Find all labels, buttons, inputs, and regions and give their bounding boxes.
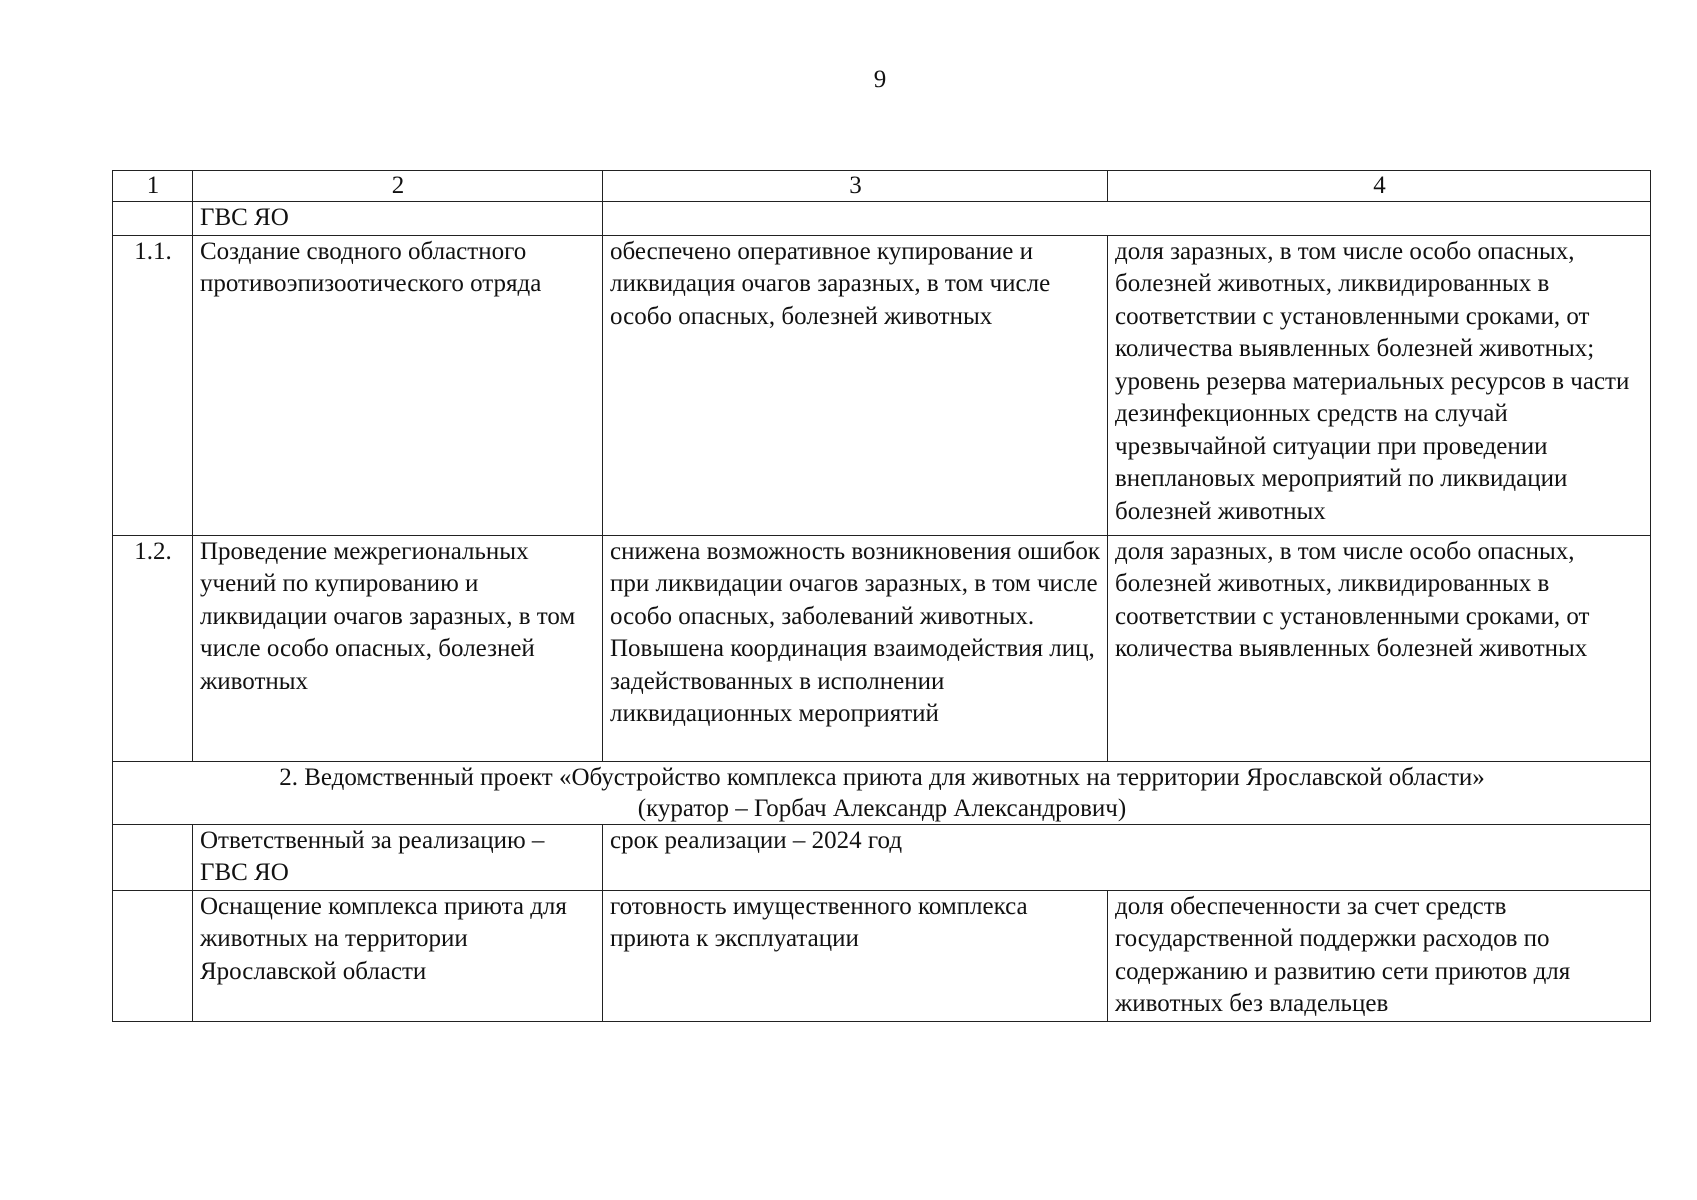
result-cell: обеспечено оперативное купирование и ликвидация очагов заразных, в том числе особо опасных, болезней животных <box>603 235 1108 535</box>
responsible-cell-empty <box>113 824 193 890</box>
section-title-line-1: 2. Ведомственный проект «Обустройство комплекса приюта для животных на территории Ярославской области» <box>279 763 1485 791</box>
result-cell: снижена возможность возникновения ошибок при ликвидации очагов заразных, в том числе особо опасных, заболеваний животных. Повышена координация взаимодействия лиц, задействованных в исполнении ликвидационных мероприятий <box>603 535 1108 761</box>
indicator-cell: доля заразных, в том числе особо опасных, болезней животных, ликвидированных в соответствии с установленными сроками, от количества выявленных болезней животных; уровень резерва материальных ресурсов в части дезинфекционных средств на случай чрезвычайной ситуации при проведении внеплановых мероприятий по ликвидации болезней животных <box>1108 235 1651 535</box>
task-cell: Оснащение комплекса приюта для животных на территории Ярославской области <box>193 890 603 1021</box>
page-number: 9 <box>873 66 887 93</box>
section-title <box>113 761 1651 824</box>
column-number-3: 3 <box>603 171 1108 202</box>
table-row <box>113 535 1651 761</box>
row-number: 1.2. <box>113 535 193 761</box>
continuation-cell-empty <box>113 202 193 236</box>
column-number-1: 1 <box>113 171 193 202</box>
task-cell: Проведение межрегиональных учений по купированию и ликвидации очагов заразных, в том числе особо опасных, болезней животных <box>193 535 603 761</box>
table-row <box>113 890 1651 1021</box>
column-number-2: 2 <box>193 171 603 202</box>
continuation-cell-empty-wide <box>603 202 1651 236</box>
task-cell: Создание сводного областного противоэпизоотического отряда <box>193 235 603 535</box>
section-title-line-2: (куратор – Горбач Александр Александрович) <box>637 794 1127 822</box>
continuation-row <box>113 202 1651 236</box>
indicator-cell: доля обеспеченности за счет средств государственной поддержки расходов по содержанию и развитию сети приютов для животных без владельцев <box>1108 890 1651 1021</box>
document-table <box>112 170 1651 1022</box>
column-number-row <box>113 171 1651 202</box>
continuation-responsible: ГВС ЯО <box>193 202 603 236</box>
result-cell: готовность имущественного комплекса приюта к эксплуатации <box>603 890 1108 1021</box>
responsible-cell: Ответственный за реализацию – ГВС ЯО <box>193 824 603 890</box>
responsible-row <box>113 824 1651 890</box>
table-row <box>113 235 1651 535</box>
row-number <box>113 890 193 1021</box>
row-number: 1.1. <box>113 235 193 535</box>
term-cell: срок реализации – 2024 год <box>603 824 1651 890</box>
section-title-row <box>113 761 1651 824</box>
indicator-cell: доля заразных, в том числе особо опасных, болезней животных, ликвидированных в соответствии с установленными сроками, от количества выявленных болезней животных <box>1108 535 1651 761</box>
column-number-4: 4 <box>1108 171 1651 202</box>
